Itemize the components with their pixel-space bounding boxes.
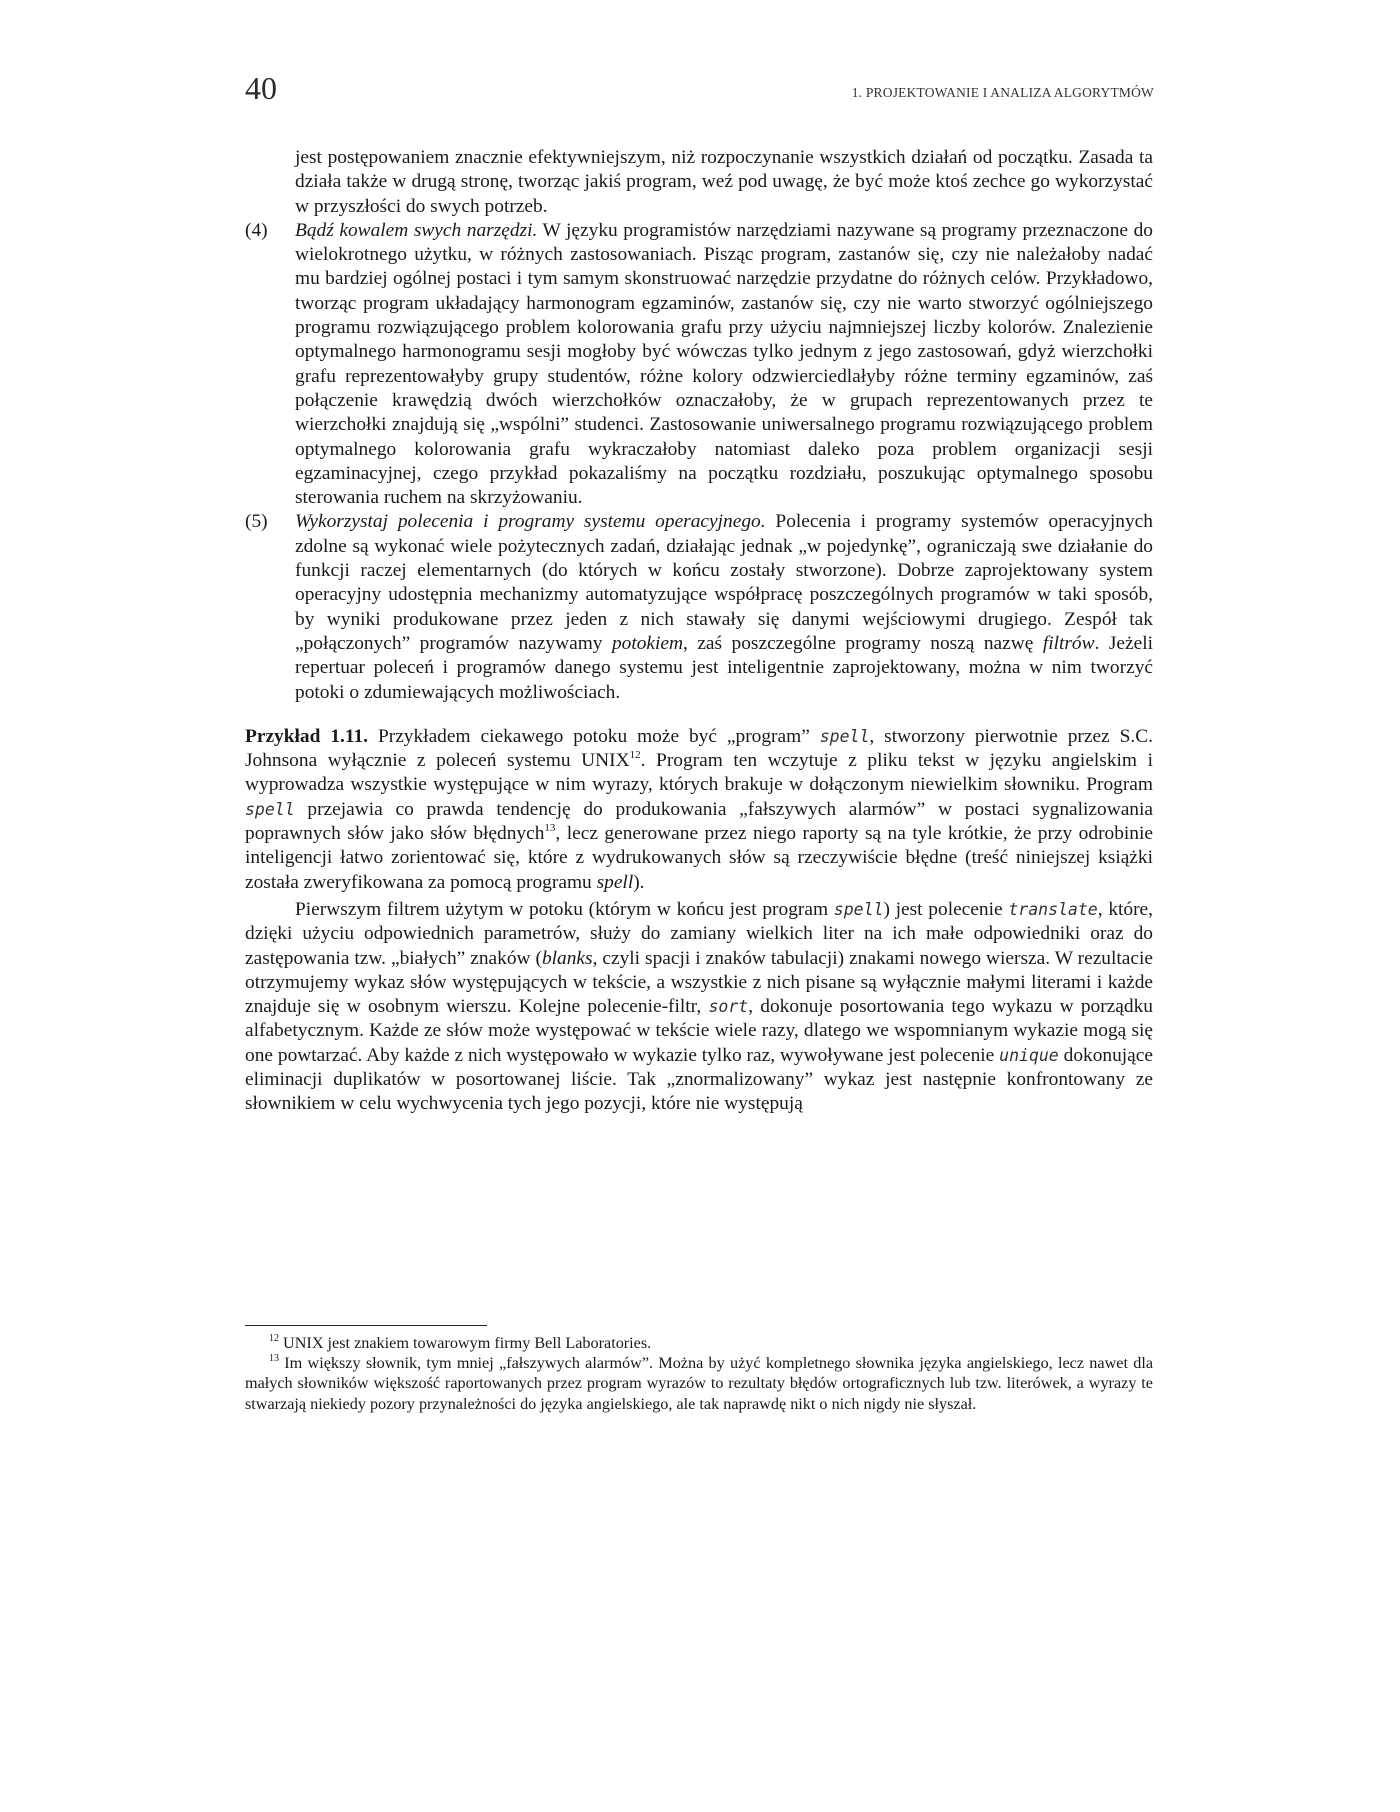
- continuation-paragraph: jest postępowaniem znacznie efektywniejszym, niż rozpoczynanie wszystkich działań od początku. Zasada ta działa także w drugą stronę, tworząc jakiś program, weź pod uwagę, że być może ktoś zechce go wykorzystać w przyszłości do swych potrzeb.: [295, 147, 1153, 217]
- term-filters: filtrów: [1042, 632, 1095, 654]
- body-paragraph: Pierwszym filtrem użytym w potoku (którym w końcu jest program spell) jest polecenie translate, które, dzięki użyciu odpowiednich parametrów, służy do zamiany wielkich liter na ich małe odpowiedniki oraz do zastępowania tzw. „białych” znaków (blanks, czyli spacji i znaków tabulacji) znakami nowego wiersza. W rezultacie otrzymujemy wykaz słów występujących w tekście, a wszystkie z nich pisane są wyłącznie małymi literami i każde znajduje się w osobnym wierszu. Kolejne polecenie-filtr, sort, dokonuje posortowania tego wykazu w porządku alfabetycznym. Każde ze słów może występować w tekście wiele razy, dlatego we wspomnianym wykazie mogą się one powtarzać. Aby każde z nich występowało w wykazie tylko raz, wywoływane jest polecenie unique dokonujące eliminacji duplikatów w posortowanej liście. Tak „znormalizowany” wykaz jest następnie konfrontowany ze słownikiem w celu wychwycenia tych jego pozycji, które nie występują: [245, 898, 1154, 1115]
- list-item-4: [245, 219, 1153, 511]
- list-number: (4): [245, 219, 268, 241]
- example-paragraph: Przykład 1.11. Przykładem ciekawego potoku może być „program” spell, stworzony pierwotnie przez S.C. Johnsona wyłącznie z poleceń systemu UNIX$^{12}$. Program ten wczytuje z pliku tekst w języku angielskim i wyprowadza wszystkie występujące w nim wyrazy, których brakuje w dołączonym niewielkim słowniku. Program spell przejawia co prawda tendencję do produkowania „fałszywych alarmów” w postaci sygnalizowania poprawnych słów jako słów błędnych$^{13}$, lecz generowane przez niego raporty są na tyle krótkie, że przy odrobinie inteligencji łatwo zorientować się, które z wydrukowanych słów są rzeczywiście błędne (treść niniejszej książki została zweryfikowana za pomocą programu spell).: [245, 725, 1153, 893]
- list-item-title: Bądź kowalem swych narzędzi.: [295, 219, 538, 241]
- footnote-12: $^{12}$ UNIX jest znakiem towarowym firmy Bell Laboratories.: [269, 1333, 652, 1352]
- term-spell: spell: [596, 871, 634, 893]
- footnote-ref-13: 13: [544, 822, 556, 835]
- footnote-ref-12: 12: [629, 749, 641, 762]
- example-label: Przykład 1.11.: [245, 725, 369, 747]
- code-spell: spell: [819, 726, 870, 746]
- list-item-5: (5) Wykorzystaj polecenia i programy systemu operacyjnego. Polecenia i programy systemów operacyjnych zdolne są wykonać wiele pożytecznych zadań, działając jednak „w pojedynkę”, ograniczają swe działanie do funkcji raczej elementarnych (do których w końcu zostały stworzone). Dobrze zaprojektowany system operacyjny udostępnia mechanizmy automatyzujące współpracę poszczególnych programów w taki sposób, by wyniki produkowane przez jeden z nich stawały się danymi wejściowymi drugiego. Zespół tak „połączonych” programów nazywamy potokiem, zaś poszczególne programy noszą nazwę filtrów. Jeżeli repertuar poleceń i programów danego systemu jest inteligentnie zaprojektowany, można w nim tworzyć potoki o zdumiewających możliwościach.: [245, 511, 1153, 703]
- footnotes: [245, 1333, 1153, 1414]
- term-blanks: blanks: [541, 947, 593, 969]
- term-pipe: potokiem: [611, 632, 684, 654]
- running-header: 1. PROJEKTOWANIE I ANALIZA ALGORYTMÓW: [851, 85, 1154, 100]
- list-item-title: Wykorzystaj polecenia i programy systemu operacyjnego.: [295, 511, 766, 533]
- main-text: [245, 146, 1153, 1117]
- code-spell: spell: [245, 799, 295, 819]
- page-number: 40: [245, 70, 277, 106]
- footnote-13: $^{13}$ Im większy słownik, tym mniej „fałszywych alarmów”. Można by użyć kompletnego słownika języka angielskiego, lecz nawet dla małych słowników większość raportowanych przez program wyrazów to rezultaty błędów ortograficznych lub tzw. literówek, a wyrazy te stwarzają niekiedy pozory przynależności do języka angielskiego, ale tak naprawdę nikt o nich nigdy nie słyszał.: [245, 1353, 1153, 1413]
- code-sort: sort: [708, 997, 749, 1017]
- footnote-separator: [245, 1325, 487, 1326]
- code-unique: unique: [999, 1045, 1059, 1065]
- list-number: (5): [245, 511, 268, 533]
- code-translate: translate: [1008, 899, 1098, 919]
- code-spell: spell: [833, 899, 884, 919]
- list-item-text: W języku programistów narzędziami nazywane są programy przeznaczone do wielokrotnego użytku, w różnych zastosowaniach. Pisząc program, zastanów się, czy nie należałoby nadać mu bardziej ogólnej postaci i tym samym skonstruować narzędzie przydatne do różnych celów. Przykładowo, tworząc program układający harmonogram egzaminów, zastanów się, czy nie warto stworzyć ogólniejszego programu rozwiązującego problem kolorowania grafu przy użyciu najmniejszej liczby kolorów. Znalezienie optymalnego harmonogramu sesji mogłoby być wówczas tylko jednym z jego zastosowań, gdyż wierzchołki grafu reprezentowałyby grupy studentów, różne kolory odzwierciedlałyby różne terminy egzaminów, zaś połączenie krawędzią dwóch wierzchołków oznaczałoby, że w grupach reprezentowanych przez te wierzchołki znajdują się „wspólni” studenci. Zastosowanie uniwersalnego programu rozwiązującego problem optymalnego kolorowania grafu wykraczałoby natomiast daleko poza problem organizacji sesji egzaminacyjnej, czego przykład pokazaliśmy na początku rozdziału, poszukując optymalnego sposobu sterowania ruchem na skrzyżowaniu.: [295, 219, 1153, 509]
